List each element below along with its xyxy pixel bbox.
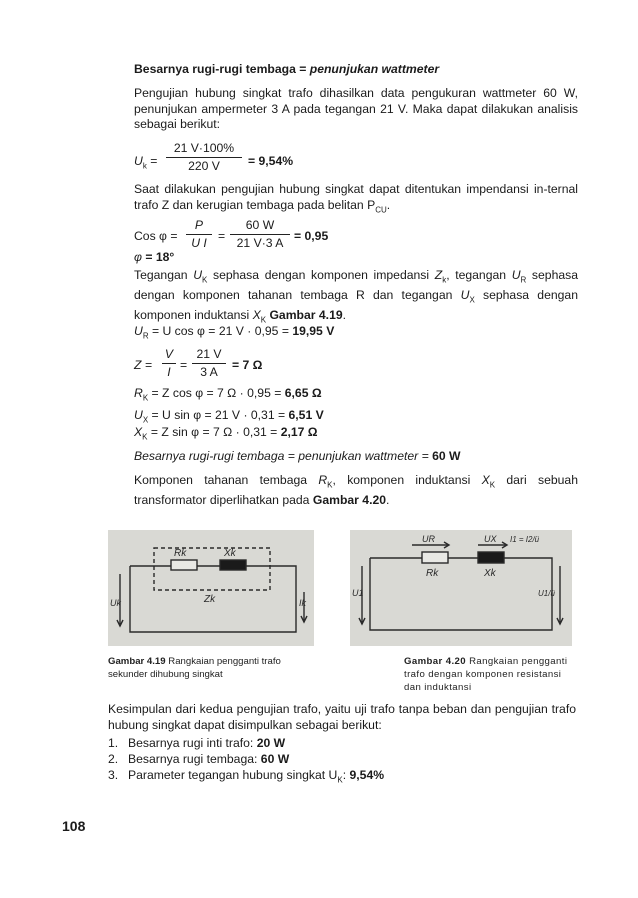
label-i1: I1 = I2/ü <box>510 535 540 544</box>
section-heading: Besarnya rugi-rugi tembaga = penunjukan wattmeter <box>134 62 440 76</box>
uk-numerator: 21 V·100% <box>173 141 235 155</box>
phi-value: φ = 18° <box>134 250 175 264</box>
list-item: 2. Besarnya rugi tembaga: 60 W <box>108 752 290 766</box>
paragraph-impedance: Saat dilakukan pengujian hubung singkat dapat ditentukan impendansi in-ternal trafo Z dan kerugian tembaga pada belitan $P_{CU}$. <box>134 182 578 214</box>
equation-z: Z = V I = 21 V 3 A = 7 Ω <box>134 347 263 379</box>
label-xk: Xk <box>224 548 236 559</box>
uk-denominator: 220 V <box>188 159 220 173</box>
label-ik: Ik <box>299 598 307 608</box>
equation-xk: $X_K = Z$ sin φ = 7 Ω · 0,31 = 2,17 Ω <box>134 425 318 442</box>
label-zk: Zk <box>204 594 216 605</box>
figure-4-20-caption: Gambar 4.20 Rangkaian pengganti trafo dengan komponen resistansi dan induktansi <box>404 656 568 693</box>
conclusion-intro: Kesimpulan dari kedua pengujian trafo, yaitu uji trafo tanpa beban dan pengujian trafo hubung singkat dapat disimpulkan sebagai berikut: <box>108 702 576 732</box>
copper-loss-line: Besarnya rugi-rugi tembaga = penunjukan wattmeter = 60 W <box>134 449 461 463</box>
label-ur: UR <box>422 534 435 544</box>
cos-phi-result: = 0,95 <box>294 229 329 243</box>
page-number: 108 <box>62 818 86 834</box>
figure-4-19-circuit <box>108 530 314 646</box>
label-u1-over-u: U1/ü <box>538 589 555 598</box>
label-rk-2: Rk <box>426 568 439 579</box>
label-uk: Uk <box>110 598 121 608</box>
figure-4-20-circuit <box>350 530 572 646</box>
equation-uk: $U_k$ = 21 V·100% 220 V = 9,54% <box>134 141 294 173</box>
circuit-diagram-4-20 <box>350 530 572 646</box>
list-item: 3. Parameter tegangan hubung singkat $U_K$: 9,54% <box>108 768 385 785</box>
label-u1: U1 <box>352 588 364 598</box>
paragraph-voltage-components: Tegangan $U_K$ sephasa dengan komponen impedansi $Z_k$, tegangan $U_R$ sephasa dengan komponen tahanan tembaga R dan tegangan $U_X$ sephasa dengan komponen induktansi $X_K$ Gambar 4.19. <box>134 268 578 325</box>
circuit-diagram-4-19 <box>108 530 314 646</box>
list-item: 1. Besarnya rugi inti trafo: 20 W <box>108 736 286 750</box>
conclusion-list <box>108 736 576 784</box>
paragraph-components: Komponen tahanan tembaga $R_K$, komponen induktansi $X_K$ dari sebuah transformator diperlihatkan pada Gambar 4.20. <box>134 473 578 507</box>
equation-cos-phi: Cos φ = P U I = 60 W 21 V·3 A = 0,95 <box>134 218 329 250</box>
uk-result: = 9,54% <box>248 154 294 168</box>
figure-4-19-caption: Gambar 4.19 Rangkaian pengganti trafo sekunder dihubung singkat <box>108 656 281 680</box>
label-ux: UX <box>484 534 497 544</box>
equation-ux: $U_X = U$ sin φ = 21 V · 0,31 = 6,51 V <box>134 408 324 425</box>
equation-ur: $U_R = U$ cos φ = 21 V · 0,95 = 19,95 V <box>134 324 335 341</box>
equation-rk: $R_K = Z$ cos φ = 7 Ω · 0,95 = 6,65 Ω <box>134 386 322 403</box>
label-rk: Rk <box>174 548 187 559</box>
intro-paragraph: Pengujian hubung singkat trafo dihasilkan data pengukuran wattmeter 60 W, penunjukan ampermeter 3 A pada tegangan 21 V. Maka dapat dilakukan analisis sebagai berikut: <box>134 86 578 131</box>
label-xk-2: Xk <box>484 568 496 579</box>
